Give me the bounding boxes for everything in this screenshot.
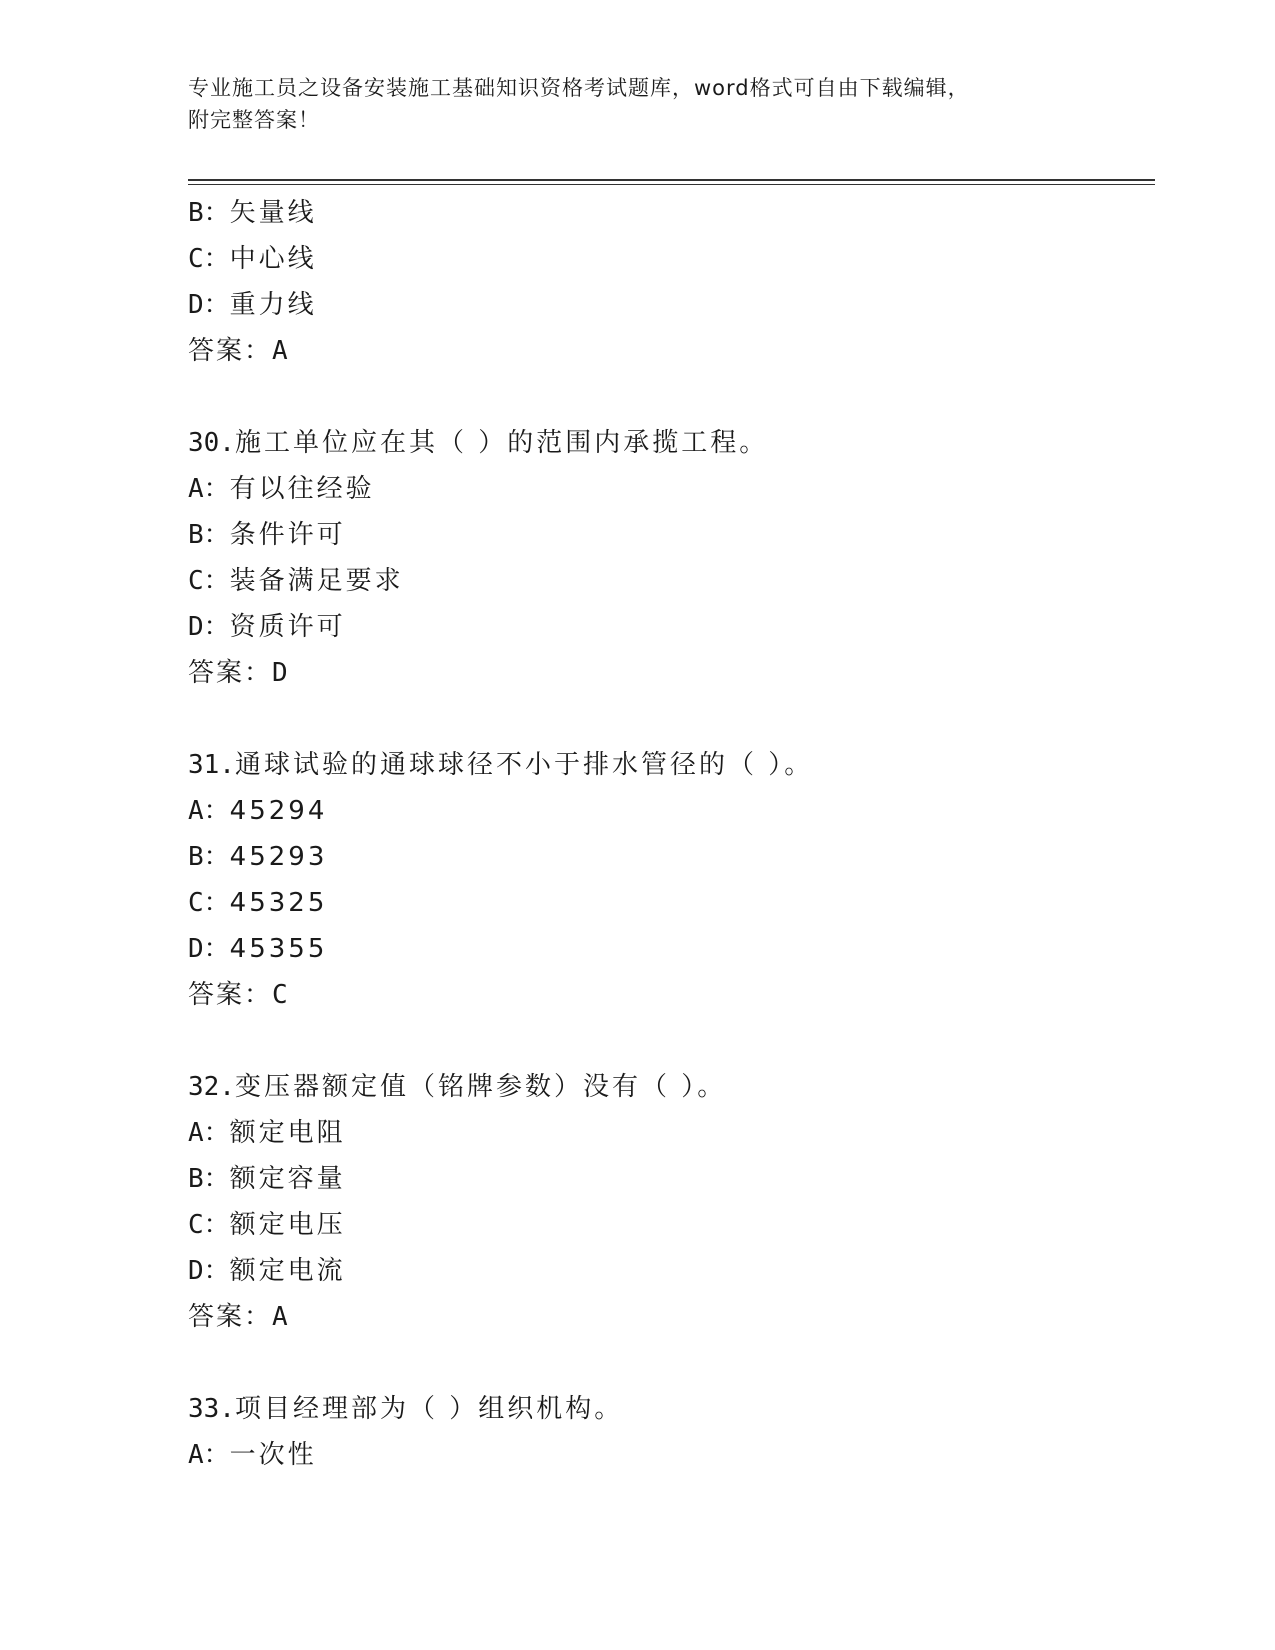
option-item — [188, 282, 1148, 328]
question-text — [188, 742, 1148, 788]
question-stem: 变压器额定值（铭牌参数）没有（ ）。 — [234, 1072, 727, 1102]
option-item — [188, 926, 1148, 972]
option-key: A： — [188, 1118, 230, 1148]
question-stem: 通球试验的通球球径不小于排水管径的（ ）。 — [234, 750, 814, 780]
question-stem: 项目经理部为（ ）组织机构。 — [234, 1394, 624, 1424]
answer-label: 答案： — [188, 1302, 273, 1332]
block-spacer — [188, 696, 1148, 742]
header-divider-thin — [188, 184, 1155, 185]
answer-value: A — [272, 336, 288, 366]
option-key: D： — [188, 290, 230, 320]
option-key: C： — [188, 1210, 230, 1240]
answer-value: D — [272, 658, 288, 688]
option-text: 额定电压 — [229, 1210, 346, 1240]
block-spacer — [188, 374, 1148, 420]
option-key: B： — [188, 842, 230, 872]
answer-line — [188, 1294, 1148, 1340]
option-item — [188, 236, 1148, 282]
answer-value: A — [272, 1302, 288, 1332]
option-text: 条件许可 — [229, 520, 346, 550]
document-header — [188, 72, 1088, 136]
option-text: 矢量线 — [229, 198, 317, 228]
option-item — [188, 190, 1148, 236]
answer-line — [188, 650, 1148, 696]
question-text — [188, 1064, 1148, 1110]
answer-label: 答案： — [188, 336, 273, 366]
option-text: 一次性 — [229, 1440, 317, 1470]
header-line-2: 附完整答案！ — [188, 108, 320, 132]
option-item — [188, 1432, 1148, 1478]
option-item — [188, 512, 1148, 558]
option-item — [188, 558, 1148, 604]
option-text: 额定电流 — [229, 1256, 346, 1286]
option-item — [188, 834, 1148, 880]
header-divider-thick — [188, 179, 1155, 181]
option-key: B： — [188, 520, 230, 550]
option-item — [188, 1248, 1148, 1294]
question-stem: 施工单位应在其（ ）的范围内承揽工程。 — [234, 428, 769, 458]
option-key: D： — [188, 934, 230, 964]
option-key: C： — [188, 888, 230, 918]
option-text: 45293 — [229, 842, 328, 872]
question-block — [188, 742, 1148, 1018]
question-block — [188, 1064, 1148, 1340]
option-text: 45355 — [229, 934, 328, 964]
option-text: 资质许可 — [229, 612, 346, 642]
question-text — [188, 420, 1148, 466]
question-list — [188, 190, 1148, 1478]
answer-label: 答案： — [188, 980, 273, 1010]
question-number: 32. — [188, 1072, 235, 1102]
option-key: B： — [188, 198, 230, 228]
option-text: 45325 — [229, 888, 328, 918]
header-line-1: 专业施工员之设备安装施工基础知识资格考试题库，word格式可自由下载编辑， — [188, 76, 970, 100]
option-text: 装备满足要求 — [229, 566, 404, 596]
block-spacer — [188, 1340, 1148, 1386]
option-item — [188, 1156, 1148, 1202]
option-key: A： — [188, 796, 230, 826]
option-key: D： — [188, 1256, 230, 1286]
option-item — [188, 788, 1148, 834]
option-item — [188, 880, 1148, 926]
option-item — [188, 1202, 1148, 1248]
option-text: 有以往经验 — [229, 474, 375, 504]
question-block — [188, 420, 1148, 696]
option-item — [188, 604, 1148, 650]
option-key: D： — [188, 612, 230, 642]
question-block — [188, 190, 1148, 374]
option-item — [188, 1110, 1148, 1156]
answer-value: C — [272, 980, 288, 1010]
option-item — [188, 466, 1148, 512]
option-text: 重力线 — [229, 290, 317, 320]
option-text: 45294 — [229, 796, 328, 826]
answer-line — [188, 972, 1148, 1018]
option-text: 额定容量 — [229, 1164, 346, 1194]
question-number: 31. — [188, 750, 235, 780]
question-number: 30. — [188, 428, 235, 458]
option-text: 中心线 — [229, 244, 317, 274]
block-spacer — [188, 1018, 1148, 1064]
option-key: C： — [188, 244, 230, 274]
answer-line — [188, 328, 1148, 374]
option-key: A： — [188, 1440, 230, 1470]
answer-label: 答案： — [188, 658, 273, 688]
question-number: 33. — [188, 1394, 235, 1424]
question-text — [188, 1386, 1148, 1432]
option-key: C： — [188, 566, 230, 596]
question-block — [188, 1386, 1148, 1478]
option-key: B： — [188, 1164, 230, 1194]
option-key: A： — [188, 474, 230, 504]
option-text: 额定电阻 — [229, 1118, 346, 1148]
